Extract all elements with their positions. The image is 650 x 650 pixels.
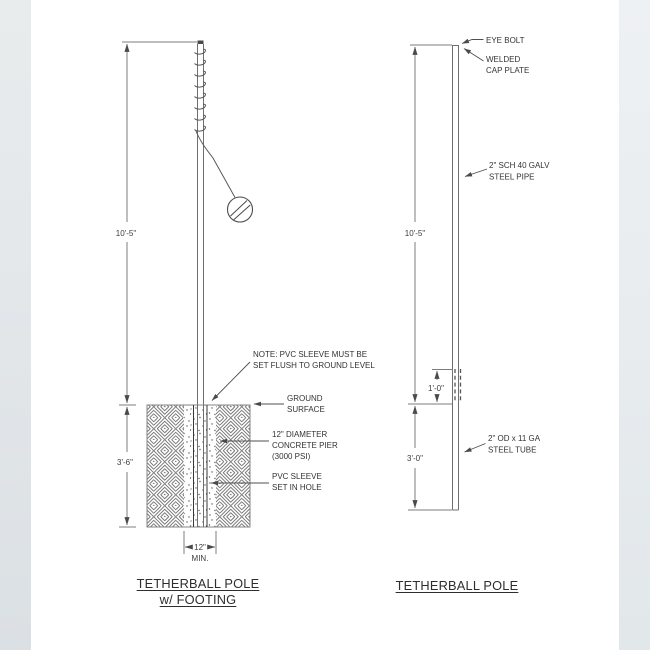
concrete-pier-label-line3: (3000 PSI) (272, 452, 311, 461)
note-label-line2: SET FLUSH TO GROUND LEVEL (253, 361, 375, 370)
left-drawing-title (73, 576, 323, 607)
steel-tube-leader (465, 444, 486, 453)
dim-pole-height-right (405, 47, 426, 402)
hidden-sleeve-overlap (455, 369, 461, 403)
dim-text-footing-width-min: MIN. (191, 554, 209, 563)
eye-bolt-top (198, 41, 204, 45)
dim-text-footing-width: 12" (194, 543, 206, 552)
eye-bolt-leader (462, 40, 484, 44)
note-leader (212, 362, 250, 401)
left-title-line2: w/ FOOTING (159, 591, 237, 607)
right-drawing-title (332, 578, 582, 594)
ground-surface-label-line2: SURFACE (287, 405, 325, 414)
cap-plate-leader (464, 49, 484, 62)
right-title-text: TETHERBALL POLE (395, 578, 519, 593)
dim-text-pole-height-left: 10'-5" (115, 229, 137, 238)
dim-pole-height-left (116, 44, 137, 403)
dim-tube-length (407, 406, 423, 508)
concrete-pier-label-line1: 12" DIAMETER (272, 430, 328, 439)
earth-hatch-right (216, 405, 250, 527)
dim-text-pole-height-right: 10'-5" (404, 229, 426, 238)
steel-pipe-label-line2: STEEL PIPE (489, 172, 535, 182)
pvc-sleeve-label-line1: PVC SLEEVE (272, 472, 322, 481)
dim-footing-depth (117, 407, 133, 525)
dim-text-sleeve-overlap: 1'-0" (428, 384, 444, 393)
steel-pipe-label-line1: 2" SCH 40 GALV (489, 161, 550, 170)
dim-text-tube-length: 3'-0" (407, 454, 423, 463)
left-drawing (116, 41, 376, 564)
concrete-pier (184, 405, 216, 527)
steel-tube-label-line1: 2" OD x 11 GA (488, 434, 541, 443)
dim-text-footing-depth: 3'-6" (117, 458, 133, 467)
note-label-line1: NOTE: PVC SLEEVE MUST BE (253, 350, 368, 359)
eye-bolt-label: EYE BOLT (486, 36, 525, 45)
pvc-sleeve-label-line2: SET IN HOLE (272, 483, 322, 492)
left-title-line1: TETHERBALL POLE (136, 576, 260, 591)
earth-hatch-left (147, 405, 184, 527)
tetherball (228, 197, 253, 222)
ground-surface-label-line1: GROUND (287, 394, 323, 403)
pole-elevation (453, 45, 459, 510)
cap-plate-label-line2: CAP PLATE (486, 66, 530, 75)
tether-rope (196, 131, 235, 198)
dim-footing-width (184, 531, 216, 563)
dim-sleeve-overlap (428, 370, 453, 403)
concrete-pier-label-line2: CONCRETE PIER (272, 441, 338, 450)
footing (147, 405, 250, 527)
right-drawing (405, 36, 550, 510)
steel-pipe-leader (465, 169, 487, 177)
steel-tube-label-line2: STEEL TUBE (488, 445, 537, 455)
cap-plate-label-line1: WELDED (486, 55, 521, 64)
